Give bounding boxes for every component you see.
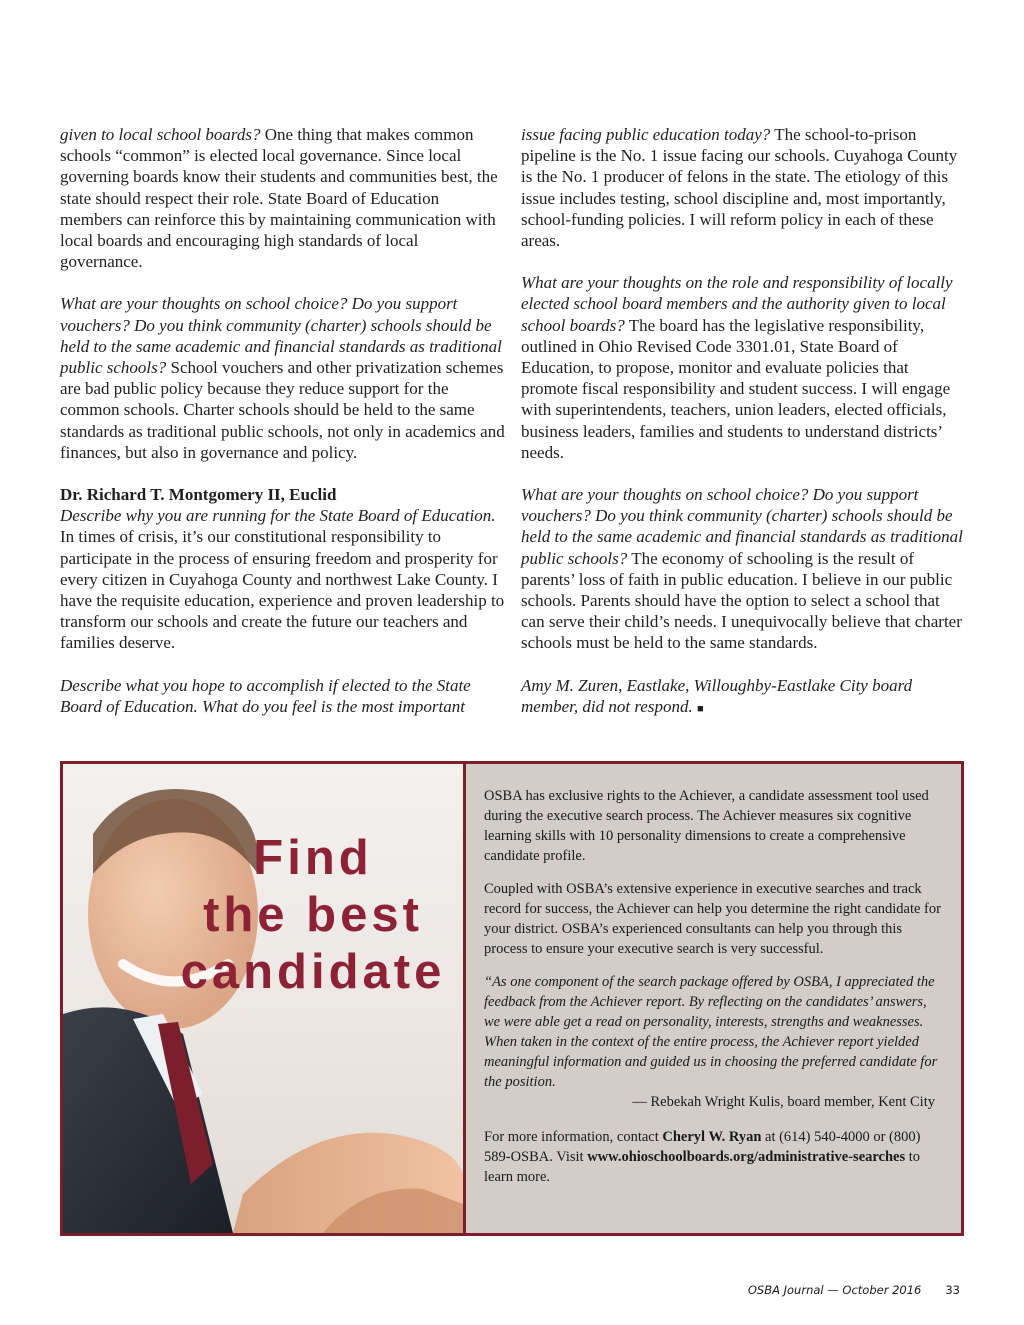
testimonial-attribution: — Rebekah Wright Kulis, board member, Kent City bbox=[632, 1094, 935, 1110]
journal-title: OSBA Journal — October 2016 bbox=[747, 1283, 922, 1297]
paragraph bbox=[60, 124, 505, 272]
question-text: What are your thoughts on the role and responsibility of locally elected school board members and the authority given to local school boards? bbox=[521, 273, 953, 335]
handshake-photo bbox=[63, 764, 463, 1233]
answer-text: The board has the legislative responsibility, outlined in Ohio Revised Code 3301.01, State Board of Education, to propose, monitor and evaluate policies that promote fiscal responsibility and student success. I will engage with superintendents, teachers, union leaders, elected officials, business leaders, families and students to understand districts’ needs. bbox=[521, 315, 951, 462]
question-text: Describe why you are running for the State Board of Education. bbox=[60, 506, 496, 526]
headline-line: the best bbox=[203, 888, 423, 942]
answer-text: The school-to-prison pipeline is the No. 1 issue facing our schools. Cuyahoga County is the No. 1 producer of felons in the state. The etiology of this issue includes testing, school discipline and, most importantly, school-funding policies. I will reform policy in each of these areas. bbox=[521, 125, 958, 251]
candidate-name: Dr. Richard T. Montgomery II, Euclid bbox=[60, 485, 337, 505]
headline-line: Find bbox=[253, 831, 373, 885]
paragraph bbox=[521, 675, 966, 720]
ad-paragraph: OSBA has exclusive rights to the Achiever, a candidate assessment tool used during the executive search process. The Achiever measures six cognitive learning skills with 10 personality dimensions to create a comprehensive candidate profile. bbox=[484, 788, 929, 864]
headline-line: candidate bbox=[180, 945, 446, 999]
contact-info bbox=[484, 1127, 945, 1187]
ad-text-panel bbox=[466, 764, 961, 1233]
contact-suffix: to learn more. bbox=[484, 1149, 921, 1185]
testimonial-quote: “As one component of the search package offered by OSBA, I appreciated the feedback from the Achiever report. By reflecting on the candidates’ answers, we were able get a read on personality, interests, strengths and weaknesses. When taken in the context of the entire process, the Achiever report yielded meaningful information and guided us in choosing the preferred candidate for the position. bbox=[484, 974, 938, 1090]
answer-text: In times of crisis, it’s our constitutional responsibility to participate in the process of ensuring freedom and prosperity for every citizen in Cuyahoga County and northwest Lake County. I have the requisite education, experience and proven leadership to transform our schools and create the future our teachers and families deserve. bbox=[60, 527, 505, 653]
question-text: What are your thoughts on school choice? Do you support vouchers? Do you think community (charter) schools should be held to the same academic and financial standards as traditional public schools? bbox=[521, 485, 963, 568]
paragraph bbox=[521, 484, 966, 654]
question-text: given to local school boards? bbox=[60, 125, 261, 144]
page-footer bbox=[748, 1283, 960, 1297]
contact-url-link[interactable]: www.ohioschoolboards.org/administrative-searches bbox=[587, 1149, 906, 1165]
paragraph bbox=[60, 293, 505, 463]
question-text: What are your thoughts on school choice? Do you support vouchers? Do you think community (charter) schools should be held to the same academic and financial standards as traditional public schools? bbox=[60, 294, 502, 378]
contact-name: Cheryl W. Ryan bbox=[662, 1129, 762, 1145]
ad-headline bbox=[163, 830, 463, 1001]
paragraph bbox=[521, 272, 966, 463]
non-response-note: Amy M. Zuren, Eastlake, Willoughby-Eastlake City board member, did not respond. bbox=[521, 675, 913, 716]
right-column bbox=[521, 124, 966, 741]
paragraph bbox=[521, 124, 966, 251]
question-text: issue facing public education today? bbox=[521, 125, 771, 144]
paragraph bbox=[60, 505, 505, 653]
contact-prefix: For more information, contact bbox=[484, 1129, 663, 1145]
ad-paragraph: Coupled with OSBA’s extensive experience in executive searches and track record for success, the Achiever can help you determine the right candidate for your district. OSBA’s experienced consultants can help you through this process to ensure your executive search is very successful. bbox=[484, 881, 941, 957]
contact-phone: at (614) 540-4000 or (800) 589-OSBA. Visit bbox=[484, 1129, 921, 1165]
end-mark: ■ bbox=[696, 702, 704, 715]
answer-text: The economy of schooling is the result of parents’ loss of faith in public education. I believe in our public schools. Parents should have the option to select a school that can serve their child’s needs. I unequivocally believe that charter schools must be held to the same standards. bbox=[521, 548, 962, 653]
question-text: Describe what you hope to accomplish if elected to the State Board of Education. What do you feel is the most important bbox=[60, 675, 471, 716]
answer-text: One thing that makes common schools “common” is elected local governance. Since local governing boards know their students and communities best, the state should respect their role. State Board of Education members can reinforce this by maintaining communication with local boards and encouraging high standards of local governance. bbox=[60, 125, 498, 272]
left-column bbox=[60, 124, 505, 738]
page-number: 33 bbox=[945, 1283, 960, 1297]
paragraph bbox=[60, 675, 505, 717]
osba-achiever-advertisement bbox=[60, 761, 964, 1236]
answer-text: School vouchers and other privatization schemes are bad public policy because they reduce support for the common schools. Charter schools should be held to the same standards as traditional public schools, not only in academics and finances, but also in governance and policy. bbox=[60, 358, 505, 462]
